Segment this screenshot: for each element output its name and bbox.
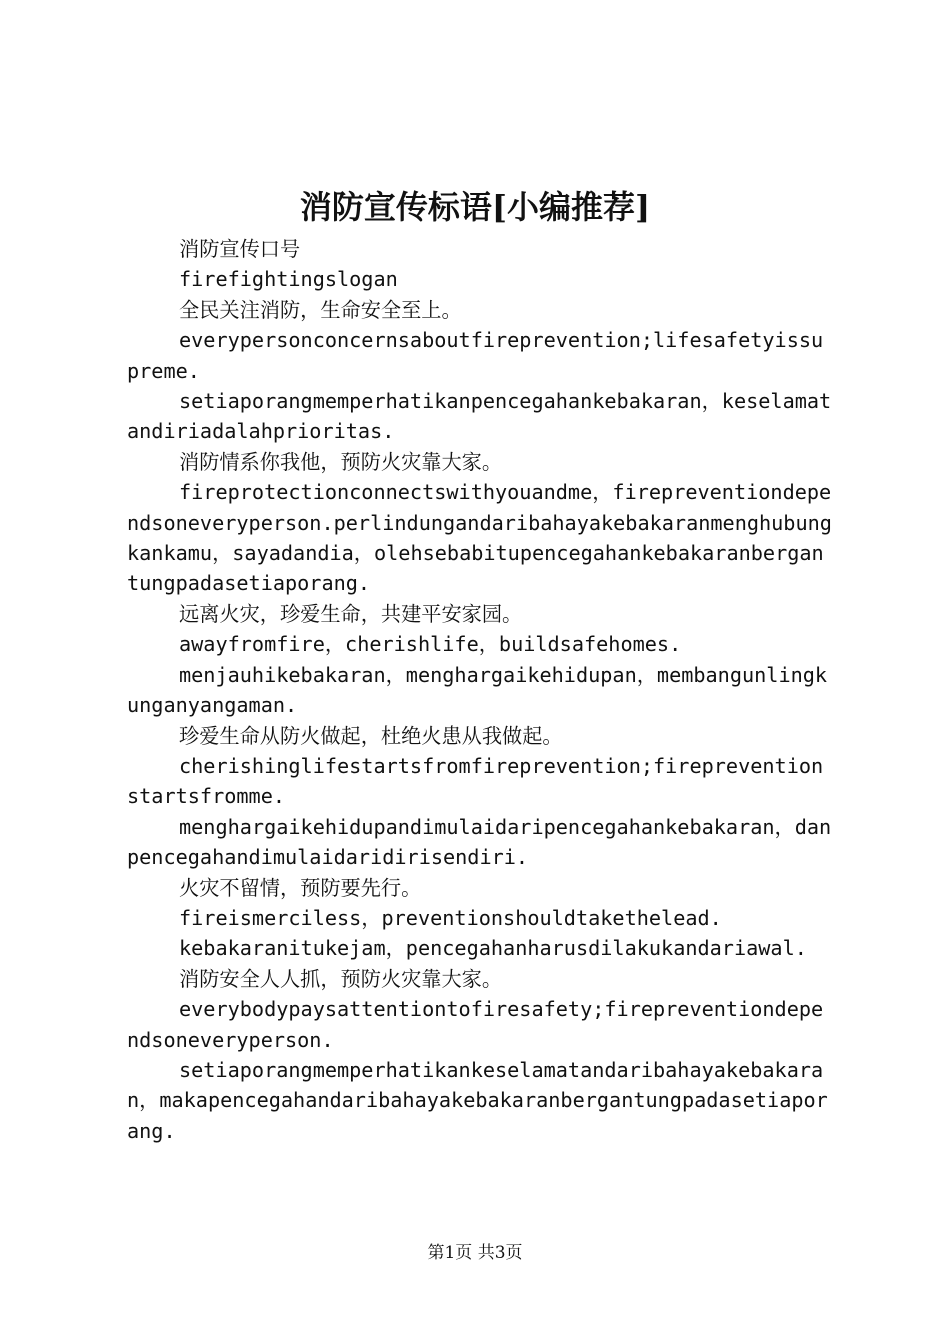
paragraph: 全民关注消防，生命安全至上。 [179,297,462,322]
paragraph: 消防情系你我他，预防火灾靠大家。 [179,449,503,474]
paragraph: awayfromfire，cherishlife，buildsafehomes. [179,632,682,657]
paragraph: setiaporangmemperhatikanpencegahankebakaran，keselamatandiriadalahprioritas. [127,389,832,444]
paragraph: 消防安全人人抓，预防火灾靠大家。 [179,966,503,991]
paragraph: 火灾不留情，预防要先行。 [179,875,422,900]
paragraph: 珍爱生命从防火做起，杜绝火患从我做起。 [179,723,563,748]
paragraph: 远离火灾，珍爱生命，共建平安家园。 [179,601,523,626]
paragraph: everypersonconcernsaboutfireprevention;lifesafetyissupreme. [127,328,824,383]
paragraph: menghargaikehidupandimulaidaripencegahankebakaran，danpencegahandimulaidaridirisendiri. [127,814,832,870]
paragraph: everybodypaysattentiontofiresafety;firepreventiondependsoneveryperson. [127,997,824,1052]
paragraph: fireprotectionconnectswithyouandme，firepreventiondependsoneveryperson.perlindungandaribahayakebakaranmenghubungkankamu，sayadandia，olehsebabitupencegahankebakaranbergantungpadasetiaporang. [127,480,832,596]
document-title: 消防宣传标语[小编推荐] [299,188,651,226]
paragraph: fireismerciless，preventionshouldtakethelead. [179,905,722,930]
paragraph: menjauhikebakaran，menghargaikehidupan，membangunlingkunganyangaman. [127,662,828,718]
paragraph: firefightingslogan [179,267,398,292]
document-body [127,234,835,1146]
paragraph: cherishinglifestartsfromfireprevention;firepreventionstartsfromme. [127,753,824,809]
page-number-footer: 第1页 共3页 [427,1243,523,1263]
paragraph: kebakaranitukejam，pencegahanharusdilakukandariawal. [179,936,807,961]
paragraph: setiaporangmemperhatikankeselamatandaribahayakebakaran，makapencegahandaribahayakebakaranbergantungpadasetiaporang. [127,1057,828,1143]
paragraph: 消防宣传口号 [179,237,301,261]
